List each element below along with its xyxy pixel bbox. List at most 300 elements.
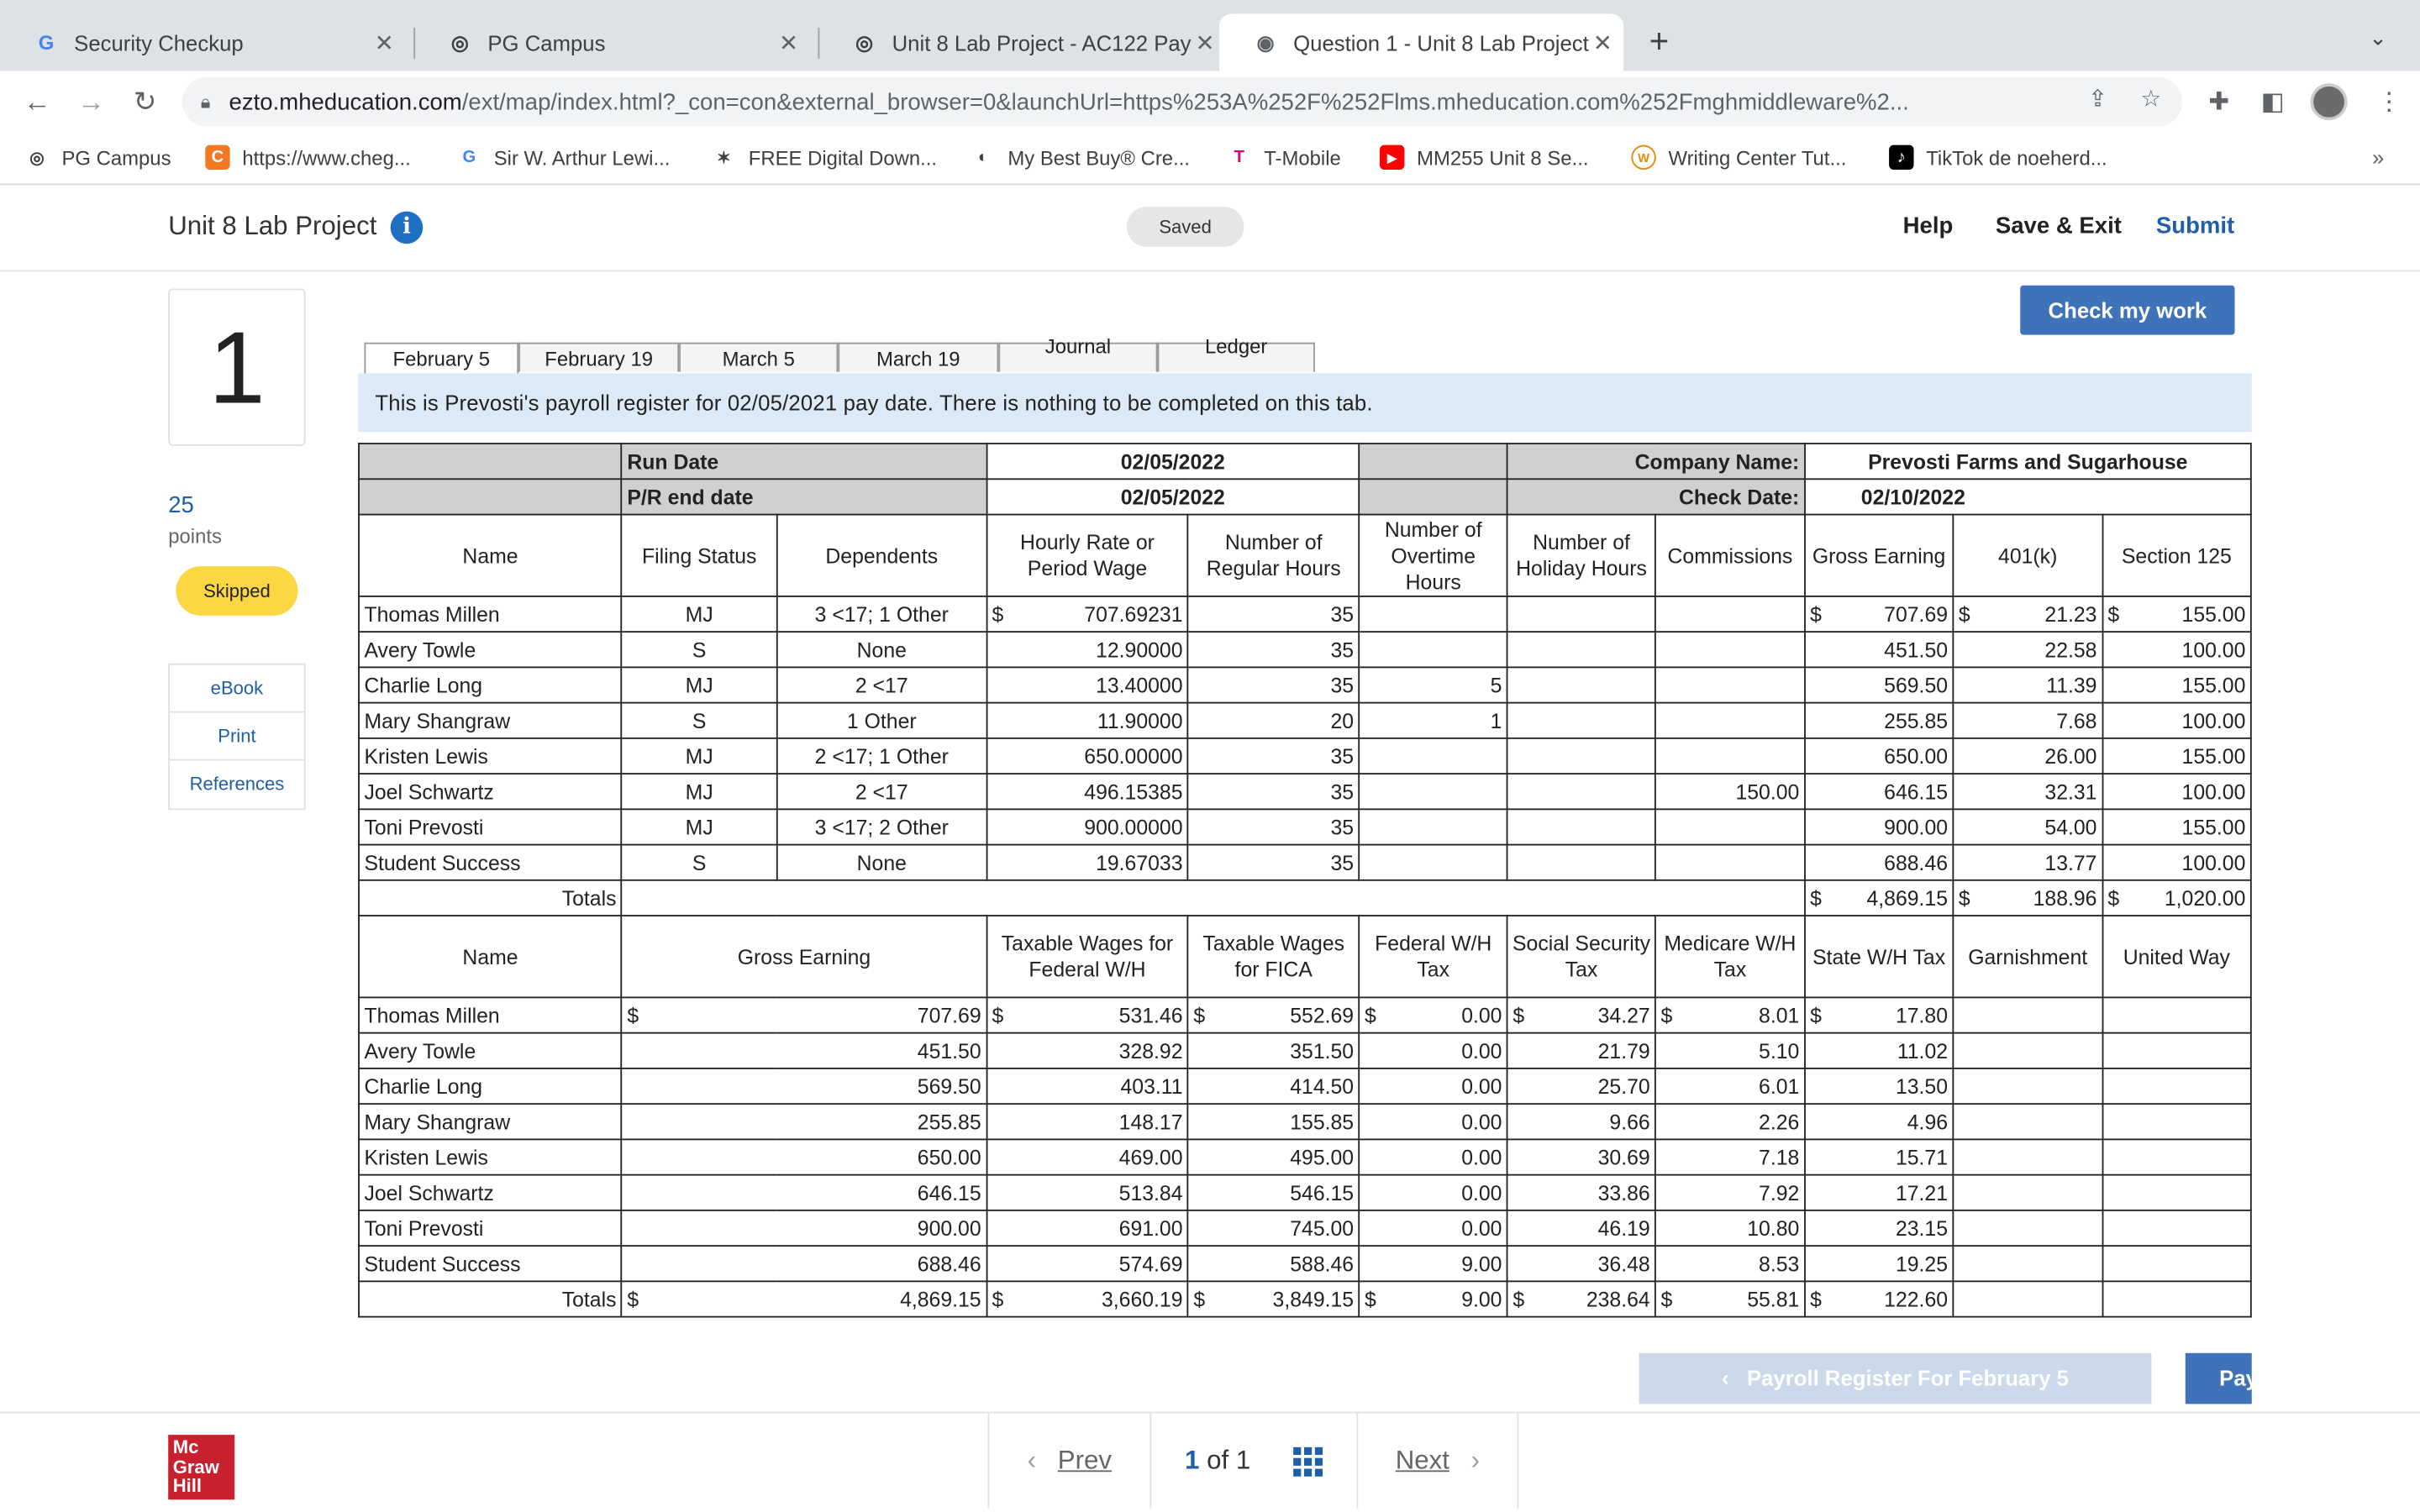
check-date-label: Check Date: — [1507, 479, 1805, 514]
table-cell: 13.50 — [1805, 1068, 1954, 1104]
table-cell: 2.26 — [1655, 1104, 1805, 1139]
employee-name: Kristen Lewis — [359, 738, 622, 774]
previous-page-button[interactable]: ‹ Payroll Register For February 5 — [1639, 1353, 2152, 1404]
table-cell — [1360, 774, 1507, 809]
table-cell: 495.00 — [1188, 1139, 1360, 1174]
table-cell: 650.00 — [622, 1139, 986, 1174]
col-header-gross-earning: Gross Earning — [622, 916, 986, 997]
col-header-section-125: Section 125 — [2102, 515, 2251, 596]
pg-campus-icon: ◎ — [855, 29, 873, 54]
help-button[interactable]: Help — [1902, 213, 1954, 239]
col-header-401k: 401(k) — [1953, 515, 2102, 596]
table-cell: 7.68 — [1953, 703, 2102, 738]
table-cell: 0.00 — [1360, 1175, 1507, 1210]
table-cell: 691.00 — [986, 1210, 1188, 1246]
chegg-icon: C — [205, 145, 229, 170]
company-name-value: Prevosti Farms and Sugarhouse — [1805, 444, 2251, 479]
next-page-button[interactable]: Pay — [2186, 1353, 2252, 1404]
table-cell: 0.00 — [1360, 1139, 1507, 1174]
table-cell: 11.39 — [1953, 667, 2102, 702]
table-cell: 900.00 — [1805, 809, 1954, 844]
table-cell — [2102, 997, 2251, 1032]
employee-name: Charlie Long — [359, 1068, 622, 1104]
table-cell: 451.50 — [1805, 632, 1954, 667]
app-header — [0, 186, 2420, 271]
question-number: 1 — [168, 288, 305, 445]
table-cell — [2102, 1139, 2251, 1174]
references-link[interactable]: References — [189, 773, 285, 795]
col-header-taxable-federal: Taxable Wages for Federal W/H — [986, 916, 1188, 997]
total-cell: $ 238.64 — [1507, 1281, 1655, 1316]
run-date-label: Run Date — [622, 444, 986, 479]
pr-end-date-row — [359, 479, 2251, 514]
table-cell — [1655, 667, 1805, 702]
col-header-gross-earning: Gross Earning — [1805, 515, 1954, 596]
bookmarks-overflow-icon[interactable]: » — [2372, 144, 2385, 171]
employee-name: Avery Towle — [359, 632, 622, 667]
tab-search-chevron-icon[interactable]: ⌄ — [2369, 24, 2387, 50]
table-cell: 688.46 — [622, 1246, 986, 1281]
table-cell: 2 <17 — [776, 774, 986, 809]
table-cell — [1953, 1033, 2102, 1068]
table-cell: 588.46 — [1188, 1246, 1360, 1281]
table-cell: 35 — [1188, 845, 1360, 880]
footer — [0, 1412, 2420, 1512]
table-cell: 900.00000 — [986, 809, 1188, 844]
browser-tab-question-1[interactable] — [1219, 14, 1623, 71]
table-cell — [1655, 703, 1805, 738]
totals-label: Totals — [359, 1281, 622, 1316]
current-question: 1 — [1185, 1445, 1200, 1475]
table-cell: None — [776, 632, 986, 667]
col-header-holiday-hours: Number of Holiday Hours — [1507, 515, 1655, 596]
table-row — [359, 1104, 2251, 1139]
col-header-hourly-rate: Hourly Rate or Period Wage — [986, 515, 1188, 596]
blank-cell — [359, 479, 622, 514]
bookmark-best-buy[interactable]: ◐ My Best Buy® Cre... — [971, 145, 1190, 170]
table-row — [359, 997, 2251, 1032]
tab-ledger[interactable]: Ledger — [1158, 343, 1315, 372]
table-cell: 496.15385 — [986, 774, 1188, 809]
blank-cell — [359, 444, 622, 479]
table-cell: 255.85 — [1805, 703, 1954, 738]
side-panel-icon[interactable]: ◧ — [2260, 89, 2285, 116]
table-cell — [1507, 809, 1655, 844]
table-cell — [2102, 1068, 2251, 1104]
table-cell: 13.40000 — [986, 667, 1188, 702]
assignment-title: Unit 8 Lab Project — [168, 211, 377, 241]
col-header-garnishment: Garnishment — [1953, 916, 2102, 997]
table-cell: $ 707.69 — [622, 997, 986, 1032]
google-icon: G — [38, 30, 55, 55]
col-header-overtime-hours: Number of Overtime Hours — [1360, 515, 1507, 596]
table-cell: 9.00 — [1360, 1246, 1507, 1281]
total-401k: $ 188.96 — [1953, 880, 2102, 916]
table-cell: 3 <17; 2 Other — [776, 809, 986, 844]
chevron-left-icon: ‹ — [1721, 1365, 1729, 1390]
employee-name: Joel Schwartz — [359, 1175, 622, 1210]
table-cell: 33.86 — [1507, 1175, 1655, 1210]
table-cell: 469.00 — [986, 1139, 1188, 1174]
total-gross: $ 4,869.15 — [1805, 880, 1954, 916]
table-cell: S — [622, 703, 777, 738]
col-header-medicare: Medicare W/H Tax — [1655, 916, 1805, 997]
table-cell — [1655, 632, 1805, 667]
totals-label: Totals — [359, 880, 622, 916]
table-cell: 100.00 — [2102, 774, 2251, 809]
instruction-text: This is Prevosti's payroll register for 02/05/2021 pay date. There is nothing to be completed on this tab. — [358, 373, 2252, 432]
table-cell: 11.90000 — [986, 703, 1188, 738]
browser-tab-title: Question 1 - Unit 8 Lab Project — [1293, 29, 1589, 55]
table-cell: 1 Other — [776, 703, 986, 738]
table-cell — [1953, 1175, 2102, 1210]
total-section-125: $ 1,020.00 — [2102, 880, 2251, 916]
lock-icon: 🔒︎ — [200, 90, 211, 113]
close-icon[interactable]: ✕ — [1195, 29, 1215, 57]
chevron-right-icon: › — [1470, 1445, 1481, 1475]
browser-tab-unit-8-lab[interactable] — [818, 14, 1219, 71]
table-cell: 100.00 — [2102, 703, 2251, 738]
table-cell — [2102, 1033, 2251, 1068]
employee-name: Toni Prevosti — [359, 809, 622, 844]
table-cell: 0.00 — [1360, 1104, 1507, 1139]
table-cell — [1953, 1210, 2102, 1246]
table-cell: 2 <17 — [776, 667, 986, 702]
table-cell: 35 — [1188, 667, 1360, 702]
t-mobile-icon: T — [1234, 148, 1245, 167]
browser-tab-security-checkup[interactable] — [0, 14, 413, 71]
table-cell: $ 707.69231 — [986, 596, 1188, 632]
bookmark-chegg[interactable]: C https://www.cheg... — [205, 145, 410, 170]
table-cell: 546.15 — [1188, 1175, 1360, 1210]
globe-icon: ◉ — [1256, 29, 1275, 54]
table-cell: $ 531.46 — [986, 997, 1188, 1032]
tab-journal[interactable]: Journal — [998, 343, 1157, 372]
mcgraw-hill-logo: Mc Graw Hill — [168, 1435, 234, 1499]
col-header-dependents: Dependents — [776, 515, 986, 596]
totals-row — [359, 1281, 2251, 1316]
table-cell: 17.21 — [1805, 1175, 1954, 1210]
table-cell — [1507, 738, 1655, 774]
table-cell: $ 17.80 — [1805, 997, 1954, 1032]
table-cell: MJ — [622, 774, 777, 809]
profile-avatar[interactable] — [2311, 83, 2348, 120]
saved-status-badge: Saved — [1127, 207, 1244, 247]
table-cell: MJ — [622, 809, 777, 844]
reload-icon[interactable]: ↻ — [133, 86, 157, 118]
table-cell: 646.15 — [622, 1175, 986, 1210]
table-cell — [1507, 667, 1655, 702]
check-my-work-button[interactable]: Check my work — [2020, 286, 2234, 335]
table-row — [359, 667, 2251, 702]
col-header-regular-hours: Number of Regular Hours — [1188, 515, 1360, 596]
submit-button[interactable]: Submit — [2155, 213, 2235, 239]
table-cell — [2102, 1246, 2251, 1281]
col-header-filing-status: Filing Status — [622, 515, 777, 596]
browser-tab-pg-campus[interactable] — [413, 14, 818, 71]
bookmark-arthur-lewis[interactable]: G Sir W. Arthur Lewi... — [457, 145, 671, 170]
forward-arrow-icon[interactable]: → — [76, 86, 105, 118]
table-cell: 54.00 — [1953, 809, 2102, 844]
employee-name: Mary Shangraw — [359, 703, 622, 738]
table-cell: 569.50 — [622, 1068, 986, 1104]
employee-name: Thomas Millen — [359, 997, 622, 1032]
table-cell: 688.46 — [1805, 845, 1954, 880]
print-link[interactable]: Print — [170, 713, 304, 761]
employee-name: Toni Prevosti — [359, 1210, 622, 1246]
back-arrow-icon[interactable]: ← — [23, 86, 51, 118]
table-cell — [1655, 738, 1805, 774]
url-text[interactable]: ezto.mheducation.com/ext/map/index.html?_con=con&external_browser=0&launchUrl=https%253A%252F%252Flms.mheducation.com%252Fmghmiddleware%2... — [229, 88, 1909, 115]
points-value: 25 — [168, 491, 194, 519]
table-row — [359, 1246, 2251, 1281]
table-cell: 46.19 — [1507, 1210, 1655, 1246]
table-cell — [1360, 632, 1507, 667]
table-cell — [1507, 596, 1655, 632]
table-cell: 5.10 — [1655, 1033, 1805, 1068]
table-cell — [1655, 845, 1805, 880]
bookmark-mm255[interactable]: ▶ MM255 Unit 8 Se... — [1380, 145, 1588, 170]
table-cell — [1360, 809, 1507, 844]
table-cell — [1953, 1139, 2102, 1174]
browser-tabstrip — [0, 0, 2420, 71]
table-cell: 4.96 — [1805, 1104, 1954, 1139]
close-icon[interactable]: ✕ — [778, 29, 799, 57]
info-icon[interactable]: i — [391, 212, 424, 244]
col-header-social-security: Social Security Tax — [1507, 916, 1655, 997]
table-cell: 148.17 — [986, 1104, 1188, 1139]
total-cell: $ 9.00 — [1360, 1281, 1507, 1316]
browser-tab-title: PG Campus — [487, 29, 606, 55]
pr-end-date-label: P/R end date — [622, 479, 986, 514]
table-cell: 19.67033 — [986, 845, 1188, 880]
tab-march-5[interactable]: March 5 — [679, 343, 838, 372]
close-icon[interactable]: ✕ — [374, 29, 394, 57]
table-cell: 155.00 — [2102, 738, 2251, 774]
table-row — [359, 1033, 2251, 1068]
table-cell: 35 — [1188, 738, 1360, 774]
blank-cell — [622, 880, 1805, 916]
table-cell — [1655, 809, 1805, 844]
table-cell — [2102, 1104, 2251, 1139]
table-cell — [1953, 1068, 2102, 1104]
earnings-header-row — [359, 515, 2251, 596]
table-cell — [1953, 1246, 2102, 1281]
bookmark-pg-campus[interactable]: ◎ PG Campus — [24, 145, 171, 170]
pg-campus-icon: ◎ — [29, 149, 45, 168]
table-row — [359, 1175, 2251, 1210]
browser-toolbar — [0, 71, 2420, 132]
table-cell: $ 0.00 — [1360, 997, 1507, 1032]
table-cell — [1360, 596, 1507, 632]
extensions-puzzle-icon[interactable]: ✚ — [2208, 89, 2229, 116]
table-cell: 13.77 — [1953, 845, 2102, 880]
total-cell: $ 4,869.15 — [622, 1281, 986, 1316]
more-menu-icon[interactable]: ⋮ — [2376, 89, 2402, 116]
ebook-link[interactable]: eBook — [170, 665, 304, 713]
table-cell: $ 155.00 — [2102, 596, 2251, 632]
table-cell: 9.66 — [1507, 1104, 1655, 1139]
col-header-commissions: Commissions — [1655, 515, 1805, 596]
youtube-icon: ▶ — [1380, 145, 1404, 170]
total-cell: $ 3,660.19 — [986, 1281, 1188, 1316]
resource-links — [168, 664, 305, 810]
bookmark-t-mobile[interactable]: T T-Mobile — [1227, 145, 1341, 170]
table-row — [359, 1068, 2251, 1104]
prev-question-button[interactable]: ‹ Prev — [987, 1413, 1150, 1509]
table-cell: 1 — [1360, 703, 1507, 738]
table-cell: 100.00 — [2102, 632, 2251, 667]
table-cell: 155.00 — [2102, 667, 2251, 702]
table-cell: 22.58 — [1953, 632, 2102, 667]
col-header-federal-wh: Federal W/H Tax — [1360, 916, 1507, 997]
question-pager — [987, 1413, 1518, 1509]
col-header-united-way: United Way — [2102, 916, 2251, 997]
grid-icon[interactable] — [1294, 1446, 1323, 1476]
employee-name: Avery Towle — [359, 1033, 622, 1068]
check-date-value: 02/10/2022 — [1805, 479, 2251, 514]
table-cell: 650.00000 — [986, 738, 1188, 774]
share-icon[interactable]: ⇪ — [2088, 86, 2108, 113]
table-cell: 351.50 — [1188, 1033, 1360, 1068]
table-cell: S — [622, 632, 777, 667]
table-cell: 414.50 — [1188, 1068, 1360, 1104]
table-row — [359, 809, 2251, 844]
table-cell — [1507, 632, 1655, 667]
table-cell: 35 — [1188, 809, 1360, 844]
total-cell: $ 55.81 — [1655, 1281, 1805, 1316]
table-cell: 646.15 — [1805, 774, 1954, 809]
table-cell: 451.50 — [622, 1033, 986, 1068]
table-row — [359, 596, 2251, 632]
tab-february-5[interactable]: February 5 — [364, 343, 518, 374]
table-cell: 100.00 — [2102, 845, 2251, 880]
col-header-name: Name — [359, 916, 622, 997]
table-cell: 35 — [1188, 596, 1360, 632]
pr-end-date-value: 02/05/2022 — [986, 479, 1359, 514]
table-cell: 25.70 — [1507, 1068, 1655, 1104]
company-name-label: Company Name: — [1507, 444, 1805, 479]
table-cell: 3 <17; 1 Other — [776, 596, 986, 632]
table-cell: $ 707.69 — [1805, 596, 1954, 632]
table-cell: 15.71 — [1805, 1139, 1954, 1174]
tab-february-19[interactable]: February 19 — [518, 343, 679, 372]
table-cell: MJ — [622, 738, 777, 774]
table-cell: 650.00 — [1805, 738, 1954, 774]
table-cell — [2102, 1210, 2251, 1246]
table-cell: 21.79 — [1507, 1033, 1655, 1068]
totals-row — [359, 880, 2251, 916]
table-cell — [1953, 997, 2102, 1032]
tab-march-19[interactable]: March 19 — [838, 343, 998, 372]
total-cell: $ 122.60 — [1805, 1281, 1954, 1316]
table-cell — [1655, 596, 1805, 632]
table-cell: $ 34.27 — [1507, 997, 1655, 1032]
table-cell: $ 21.23 — [1953, 596, 2102, 632]
table-cell: 12.90000 — [986, 632, 1188, 667]
table-cell — [1360, 738, 1507, 774]
blank-cell — [1360, 444, 1507, 479]
table-cell: S — [622, 845, 777, 880]
new-tab-plus-icon[interactable]: + — [1649, 21, 1670, 60]
table-cell: $ 8.01 — [1655, 997, 1805, 1032]
payroll-register-table — [358, 443, 2252, 1317]
address-bar[interactable] — [182, 77, 2182, 127]
table-cell: 8.53 — [1655, 1246, 1805, 1281]
table-cell: 0.00 — [1360, 1068, 1507, 1104]
table-cell: 35 — [1188, 632, 1360, 667]
employee-name: Student Success — [359, 845, 622, 880]
table-cell: 23.15 — [1805, 1210, 1954, 1246]
table-cell: 10.80 — [1655, 1210, 1805, 1246]
table-cell: 26.00 — [1953, 738, 2102, 774]
table-cell — [1953, 1104, 2102, 1139]
employee-name: Kristen Lewis — [359, 1139, 622, 1174]
table-cell — [2102, 1175, 2251, 1210]
table-cell: 36.48 — [1507, 1246, 1655, 1281]
table-cell: 513.84 — [986, 1175, 1188, 1210]
close-icon[interactable]: ✕ — [1592, 29, 1612, 57]
table-cell: 403.11 — [986, 1068, 1188, 1104]
bookmark-writing-center[interactable]: W Writing Center Tut... — [1631, 145, 1846, 170]
table-cell — [1507, 845, 1655, 880]
table-row — [359, 774, 2251, 809]
spider-icon: ✶ — [716, 149, 731, 168]
table-cell: 5 — [1360, 667, 1507, 702]
globe-icon: ◐ — [977, 148, 989, 167]
question-content — [358, 334, 2252, 1361]
table-row — [359, 738, 2251, 774]
worksheet-tabs — [358, 334, 2252, 374]
table-cell: 150.00 — [1655, 774, 1805, 809]
question-selector[interactable]: 1 of 1 — [1150, 1413, 1356, 1509]
browser-tab-title: Unit 8 Lab Project - AC122 Pay — [892, 29, 1192, 55]
employee-name: Student Success — [359, 1246, 622, 1281]
google-icon: G — [462, 148, 476, 167]
table-row — [359, 1210, 2251, 1246]
total-cell: $ 3,849.15 — [1188, 1281, 1360, 1316]
table-cell: 30.69 — [1507, 1139, 1655, 1174]
skipped-status-badge: Skipped — [176, 566, 297, 616]
bookmark-free-digital[interactable]: ✶ FREE Digital Down... — [712, 145, 937, 170]
browser-tab-title: Security Checkup — [74, 29, 244, 55]
table-cell: 11.02 — [1805, 1033, 1954, 1068]
table-cell: 7.92 — [1655, 1175, 1805, 1210]
blank-cell — [1953, 1281, 2102, 1316]
table-row — [359, 703, 2251, 738]
save-exit-button[interactable]: Save & Exit — [1995, 213, 2122, 239]
table-cell: 328.92 — [986, 1033, 1188, 1068]
employee-name: Thomas Millen — [359, 596, 622, 632]
table-cell: 35 — [1188, 774, 1360, 809]
bookmark-tiktok[interactable]: ♪ TikTok de noeherd... — [1889, 145, 2107, 170]
table-cell: 6.01 — [1655, 1068, 1805, 1104]
deductions-header-row — [359, 916, 2251, 997]
table-row — [359, 632, 2251, 667]
writing-center-icon: W — [1631, 145, 1655, 170]
employee-name: Mary Shangraw — [359, 1104, 622, 1139]
table-cell: 0.00 — [1360, 1033, 1507, 1068]
run-date-value: 02/05/2022 — [986, 444, 1359, 479]
bookmark-star-icon[interactable]: ☆ — [2140, 86, 2162, 113]
employee-name: Charlie Long — [359, 667, 622, 702]
table-cell: 7.18 — [1655, 1139, 1805, 1174]
chevron-left-icon: ‹ — [1027, 1445, 1037, 1475]
next-question-button[interactable]: Next › — [1356, 1413, 1518, 1509]
table-cell — [1507, 703, 1655, 738]
col-header-name: Name — [359, 515, 622, 596]
col-header-taxable-fica: Taxable Wages for FICA — [1188, 916, 1360, 997]
